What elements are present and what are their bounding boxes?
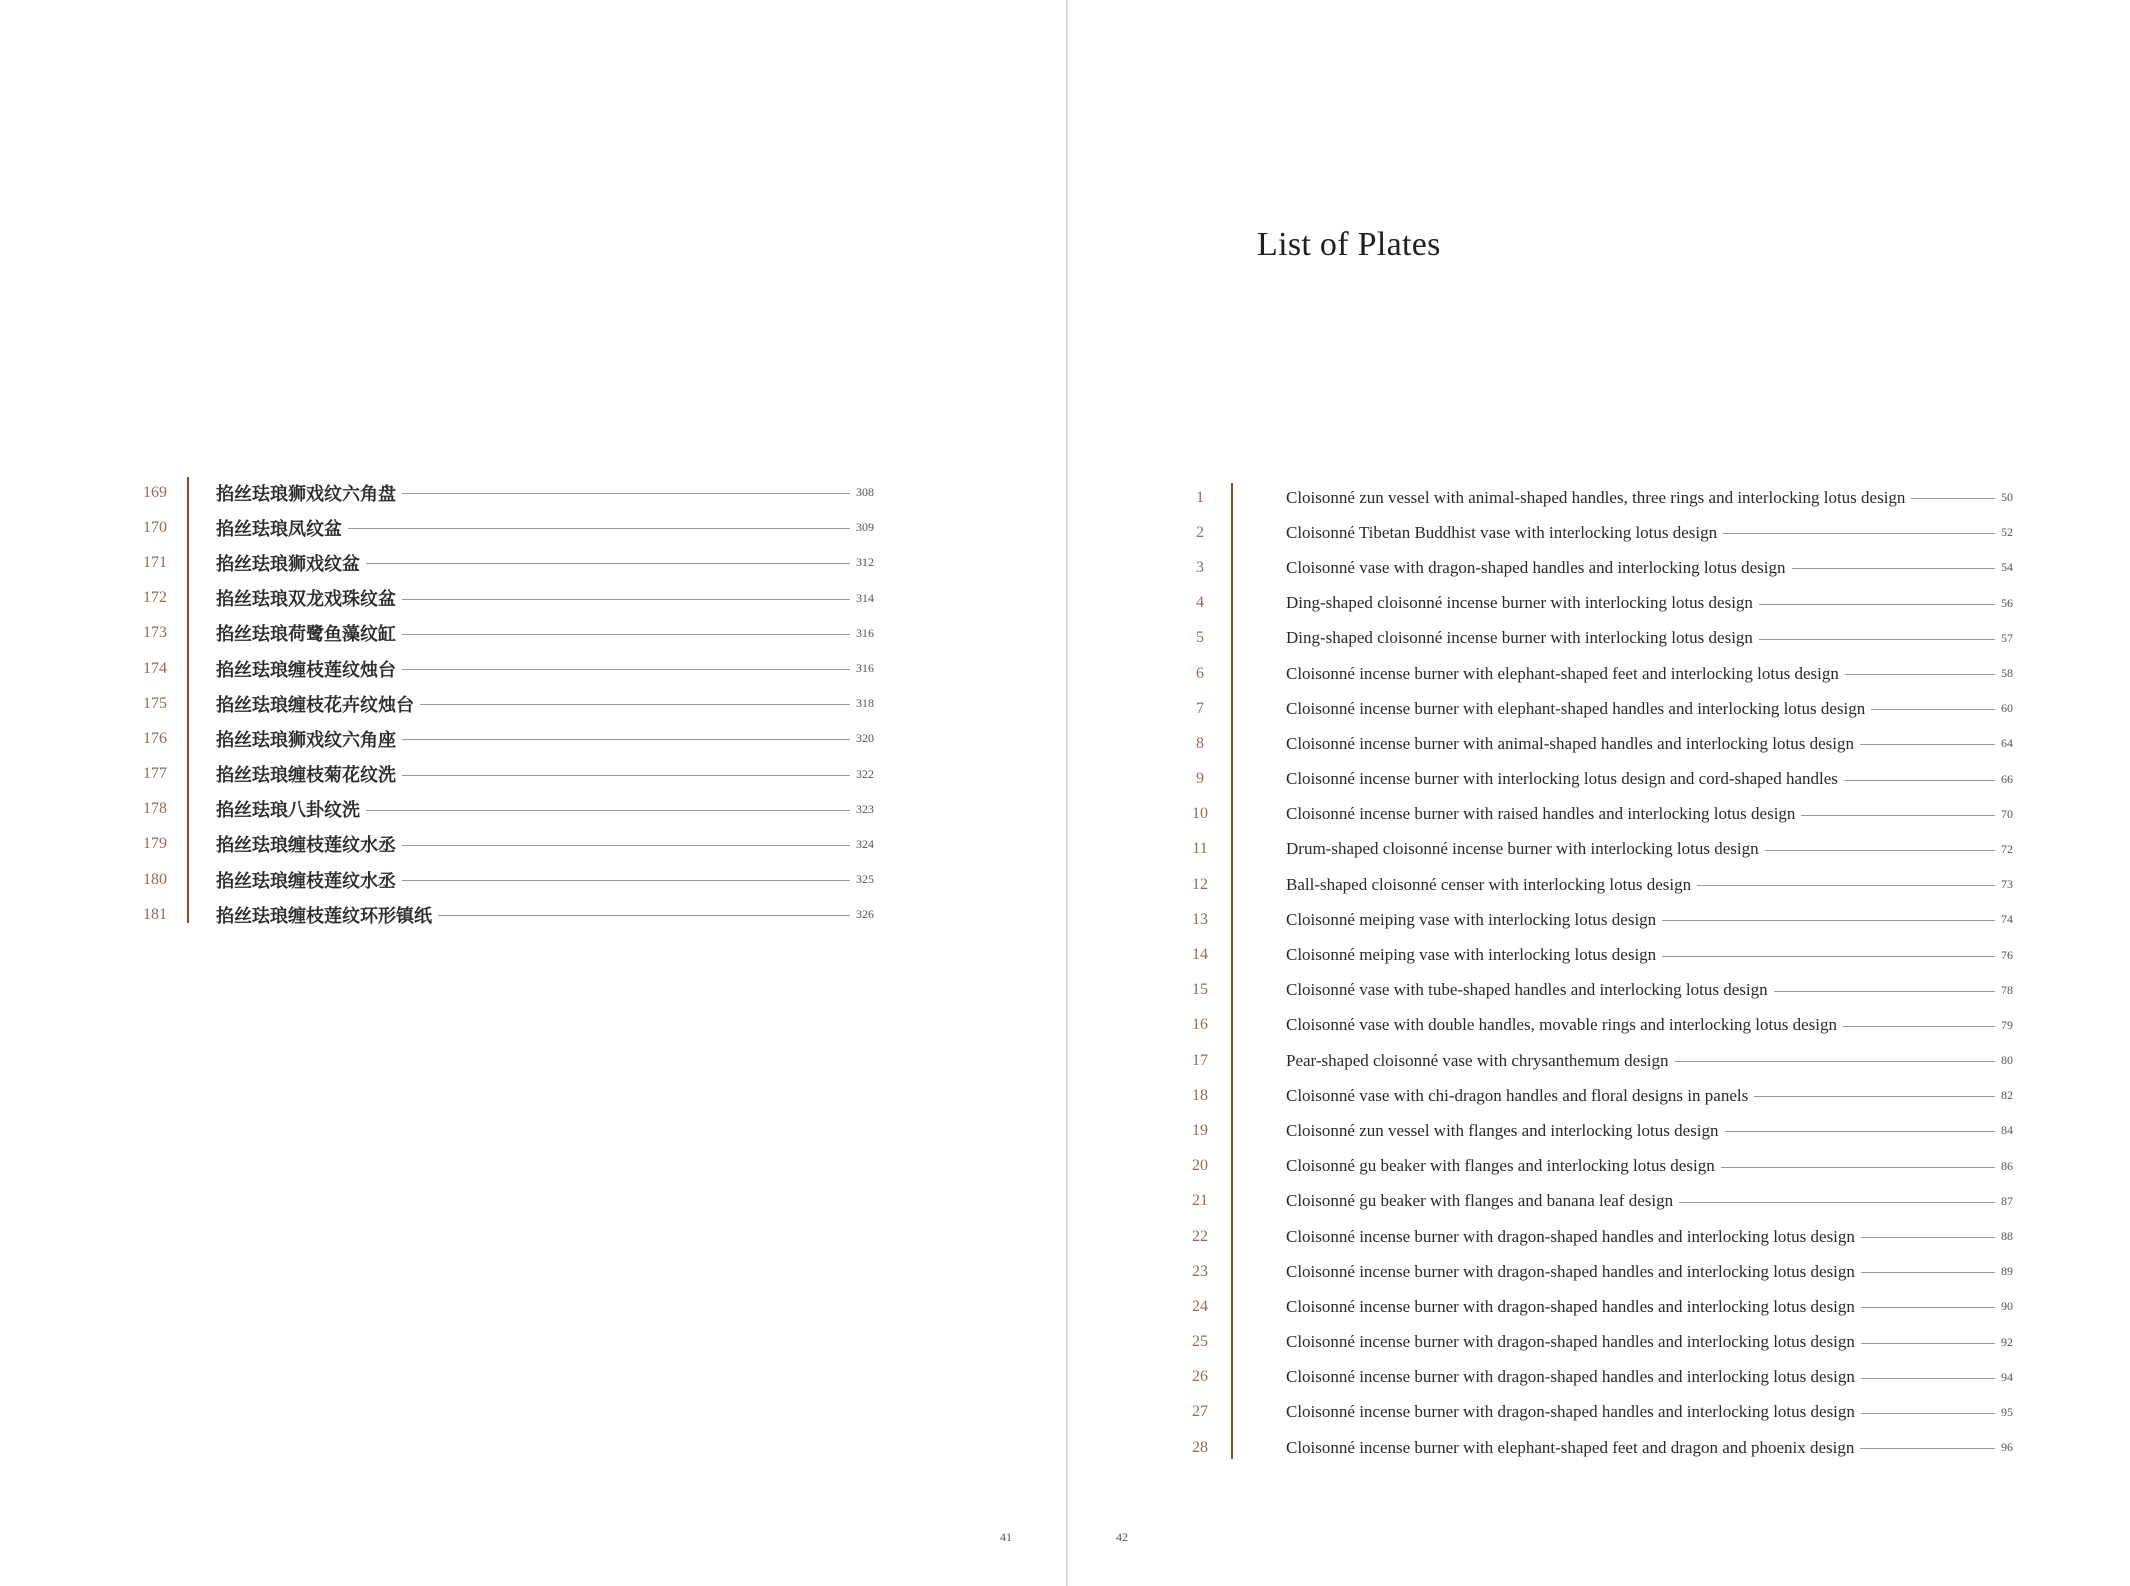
plate-title: 掐丝珐琅缠枝花卉纹烛台: [216, 694, 414, 716]
plate-entry: [1185, 1219, 2025, 1254]
leader-line: [366, 810, 850, 811]
plate-number: 1: [1196, 488, 1204, 506]
plate-entry: [1185, 832, 2025, 867]
leader-line: [402, 775, 850, 776]
leader-line: [1861, 1343, 1995, 1344]
leader-line: [1860, 1448, 1995, 1449]
plate-entry: [1185, 586, 2025, 621]
left-plate-list: [140, 475, 880, 932]
leader-line: [1844, 780, 1995, 781]
page-number: 318: [856, 696, 874, 711]
plate-number: 6: [1196, 664, 1204, 682]
plate-number: 11: [1192, 840, 1208, 858]
leader-line: [438, 915, 850, 916]
page-number: 57: [2001, 630, 2013, 645]
page-number: 320: [856, 731, 874, 746]
leader-line: [402, 634, 850, 635]
plate-number: 28: [1192, 1438, 1208, 1456]
plate-title: Cloisonné incense burner with raised handles and interlocking lotus design: [1286, 804, 1796, 824]
plate-entry: [1185, 691, 2025, 726]
leader-line: [402, 880, 850, 881]
plate-number: 3: [1196, 558, 1204, 576]
plate-entry: [1185, 656, 2025, 691]
page-number: 70: [2001, 806, 2013, 821]
plate-title: Cloisonné zun vessel with animal-shaped handles, three rings and interlocking lotus design: [1286, 487, 1906, 507]
leader-line: [1759, 604, 1995, 605]
plate-number: 169: [143, 483, 167, 501]
plate-title: 掐丝珐琅凤纹盆: [216, 518, 342, 540]
plate-title: Cloisonné incense burner with elephant-shaped feet and dragon and phoenix design: [1286, 1437, 1855, 1457]
plate-number: 8: [1196, 734, 1204, 752]
plate-entry: [140, 475, 880, 510]
page-number: 322: [856, 766, 874, 781]
page-number: 95: [2001, 1404, 2013, 1419]
plate-entry: [1185, 1289, 2025, 1324]
plate-title: Cloisonné zun vessel with flanges and interlocking lotus design: [1286, 1120, 1719, 1140]
plate-number: 172: [143, 589, 167, 607]
page-number: 50: [2001, 490, 2013, 505]
page-number: 92: [2001, 1334, 2013, 1349]
plate-title: Cloisonné incense burner with dragon-shaped handles and interlocking lotus design: [1286, 1367, 1855, 1387]
leader-line: [366, 563, 850, 564]
plate-number: 17: [1192, 1051, 1208, 1069]
leader-line: [1723, 533, 1995, 534]
plate-entry: [1185, 550, 2025, 585]
leader-line: [1759, 639, 1995, 640]
leader-line: [348, 528, 850, 529]
plate-title: 掐丝珐琅缠枝菊花纹洗: [216, 765, 396, 787]
page-number: 52: [2001, 525, 2013, 540]
plate-number: 18: [1192, 1086, 1208, 1104]
plate-number: 22: [1192, 1227, 1208, 1245]
plate-title: Cloisonné incense burner with interlocking lotus design and cord-shaped handles: [1286, 769, 1838, 789]
plate-title: Cloisonné meiping vase with interlocking lotus design: [1286, 909, 1657, 929]
right-plate-list: [1185, 480, 2025, 1465]
plate-title: 掐丝珐琅缠枝莲纹水丞: [216, 835, 396, 857]
plate-entry: [140, 651, 880, 686]
leader-line: [1801, 815, 1995, 816]
page-number: 326: [856, 907, 874, 922]
plate-title: Ball-shaped cloisonné censer with interlocking lotus design: [1286, 874, 1692, 894]
leader-line: [1911, 498, 1995, 499]
plate-entry: [140, 827, 880, 862]
leader-line: [1754, 1096, 1995, 1097]
plate-title: Cloisonné incense burner with dragon-shaped handles and interlocking lotus design: [1286, 1332, 1855, 1352]
plate-title: Drum-shaped cloisonné incense burner with interlocking lotus design: [1286, 839, 1759, 859]
page-number: 64: [2001, 736, 2013, 751]
plate-number: 14: [1192, 946, 1208, 964]
plate-entry: [1185, 1043, 2025, 1078]
plate-number: 12: [1192, 875, 1208, 893]
page-number: 60: [2001, 701, 2013, 716]
plate-number: 171: [143, 553, 167, 571]
leader-line: [1861, 1413, 1995, 1414]
page-number: 84: [2001, 1123, 2013, 1138]
page-number: 96: [2001, 1440, 2013, 1455]
plate-number: 2: [1196, 523, 1204, 541]
plate-entry: [140, 862, 880, 897]
plate-title: Cloisonné incense burner with animal-shaped handles and interlocking lotus design: [1286, 733, 1854, 753]
plate-title: 掐丝珐琅八卦纹洗: [216, 800, 360, 822]
plate-number: 5: [1196, 629, 1204, 647]
plate-title: Cloisonné gu beaker with flanges and banana leaf design: [1286, 1191, 1674, 1211]
plate-number: 24: [1192, 1297, 1208, 1315]
leader-line: [402, 739, 850, 740]
leader-line: [1662, 920, 1995, 921]
plate-entry: [140, 721, 880, 756]
plate-entry: [1185, 1078, 2025, 1113]
plate-title: Cloisonné incense burner with dragon-shaped handles and interlocking lotus design: [1286, 1296, 1855, 1316]
page-number: 80: [2001, 1053, 2013, 1068]
plate-number: 9: [1196, 770, 1204, 788]
plate-number: 4: [1196, 594, 1204, 612]
page-number: 94: [2001, 1369, 2013, 1384]
page-number: 308: [856, 485, 874, 500]
page-number: 89: [2001, 1264, 2013, 1279]
plate-number: 16: [1192, 1016, 1208, 1034]
plate-number: 181: [143, 905, 167, 923]
plate-title: 掐丝珐琅缠枝莲纹烛台: [216, 659, 396, 681]
plate-entry: [140, 616, 880, 651]
page-number: 86: [2001, 1158, 2013, 1173]
leader-line: [1679, 1202, 1995, 1203]
plate-title: Cloisonné incense burner with elephant-shaped feet and interlocking lotus design: [1286, 663, 1839, 683]
plate-entry: [1185, 797, 2025, 832]
page-number: 325: [856, 872, 874, 887]
page-number: 73: [2001, 877, 2013, 892]
plate-title: Cloisonné vase with tube-shaped handles and interlocking lotus design: [1286, 980, 1768, 1000]
leader-line: [1774, 991, 1995, 992]
plate-number: 173: [143, 624, 167, 642]
plate-number: 15: [1192, 981, 1208, 999]
plate-entry: [140, 686, 880, 721]
page-number: 56: [2001, 595, 2013, 610]
plate-number: 25: [1192, 1333, 1208, 1351]
plate-entry: [1185, 1113, 2025, 1148]
leader-line: [1860, 744, 1995, 745]
leader-line: [402, 669, 850, 670]
plate-title: Pear-shaped cloisonné vase with chrysanthemum design: [1286, 1050, 1669, 1070]
plate-number: 13: [1192, 910, 1208, 928]
page-number: 88: [2001, 1229, 2013, 1244]
plate-entry: [140, 581, 880, 616]
plate-entry: [1185, 1254, 2025, 1289]
plate-entry: [1185, 1360, 2025, 1395]
plate-title: Cloisonné gu beaker with flanges and interlocking lotus design: [1286, 1156, 1715, 1176]
leader-line: [1725, 1131, 1996, 1132]
leader-line: [1845, 674, 1995, 675]
page-number: 316: [856, 625, 874, 640]
page-number: 66: [2001, 771, 2013, 786]
page-number: 54: [2001, 560, 2013, 575]
plate-title: Cloisonné incense burner with elephant-shaped handles and interlocking lotus design: [1286, 698, 1866, 718]
plate-number: 175: [143, 694, 167, 712]
plate-title: 掐丝珐琅缠枝莲纹水丞: [216, 870, 396, 892]
leader-line: [1675, 1061, 1995, 1062]
plate-entry: [1185, 937, 2025, 972]
leader-line: [1792, 568, 1995, 569]
plate-entry: [140, 792, 880, 827]
plate-number: 7: [1196, 699, 1204, 717]
page-number: 76: [2001, 947, 2013, 962]
plate-number: 177: [143, 765, 167, 783]
leader-line: [1861, 1237, 1995, 1238]
leader-line: [420, 704, 850, 705]
leader-line: [1843, 1026, 1995, 1027]
leader-line: [1721, 1167, 1995, 1168]
plate-title: Cloisonné incense burner with dragon-shaped handles and interlocking lotus design: [1286, 1402, 1855, 1422]
plate-entry: [1185, 480, 2025, 515]
leader-line: [1861, 1378, 1995, 1379]
plate-title: Cloisonné incense burner with dragon-shaped handles and interlocking lotus design: [1286, 1261, 1855, 1281]
leader-line: [1871, 709, 1995, 710]
folio-right: 42: [1116, 1530, 1128, 1544]
plate-entry: [140, 545, 880, 580]
plate-entry: [1185, 1184, 2025, 1219]
page-number: 74: [2001, 912, 2013, 927]
leader-line: [1861, 1307, 1995, 1308]
plate-entry: [1185, 902, 2025, 937]
plate-entry: [1185, 1395, 2025, 1430]
leader-line: [1662, 956, 1995, 957]
plate-title: 掐丝珐琅缠枝莲纹环形镇纸: [216, 905, 432, 927]
leader-line: [402, 493, 850, 494]
plate-title: Cloisonné Tibetan Buddhist vase with interlocking lotus design: [1286, 522, 1718, 542]
plate-number: 170: [143, 518, 167, 536]
plate-title: Cloisonné meiping vase with interlocking lotus design: [1286, 945, 1657, 965]
plate-title: Cloisonné vase with chi-dragon handles and floral designs in panels: [1286, 1085, 1749, 1105]
plate-number: 10: [1192, 805, 1208, 823]
leader-line: [1861, 1272, 1995, 1273]
plate-number: 178: [143, 800, 167, 818]
page-number: 309: [856, 520, 874, 535]
plate-title: 掐丝珐琅荷鹭鱼藻纹缸: [216, 624, 396, 646]
plate-number: 20: [1192, 1157, 1208, 1175]
page-number: 82: [2001, 1088, 2013, 1103]
plate-entry: [140, 510, 880, 545]
plate-entry: [1185, 1008, 2025, 1043]
page-title: List of Plates: [1257, 226, 1441, 263]
plate-title: Ding-shaped cloisonné incense burner with interlocking lotus design: [1286, 593, 1753, 613]
leader-line: [1697, 885, 1995, 886]
plate-number: 23: [1192, 1262, 1208, 1280]
plate-entry: [140, 757, 880, 792]
page-number: 79: [2001, 1017, 2013, 1032]
leader-line: [402, 845, 850, 846]
plate-entry: [1185, 762, 2025, 797]
page-number: 78: [2001, 982, 2013, 997]
plate-entry: [140, 897, 880, 932]
page-number: 314: [856, 590, 874, 605]
plate-title: Ding-shaped cloisonné incense burner with interlocking lotus design: [1286, 628, 1753, 648]
page-number: 324: [856, 836, 874, 851]
plate-entry: [1185, 1325, 2025, 1360]
plate-title: Cloisonné vase with double handles, movable rings and interlocking lotus design: [1286, 1015, 1837, 1035]
plate-number: 21: [1192, 1192, 1208, 1210]
plate-number: 174: [143, 659, 167, 677]
plate-entry: [1185, 621, 2025, 656]
page-number: 58: [2001, 666, 2013, 681]
page-number: 312: [856, 555, 874, 570]
plate-number: 179: [143, 835, 167, 853]
page-number: 90: [2001, 1299, 2013, 1314]
plate-title: 掐丝珐琅狮戏纹六角座: [216, 729, 396, 751]
plate-entry: [1185, 1430, 2025, 1465]
page-number: 316: [856, 661, 874, 676]
folio-left: 41: [1000, 1530, 1012, 1544]
plate-entry: [1185, 726, 2025, 761]
plate-number: 26: [1192, 1368, 1208, 1386]
plate-title: 掐丝珐琅双龙戏珠纹盆: [216, 589, 396, 611]
plate-title: Cloisonné incense burner with dragon-shaped handles and interlocking lotus design: [1286, 1226, 1855, 1246]
leader-line: [1765, 850, 1995, 851]
plate-number: 27: [1192, 1403, 1208, 1421]
page-number: 323: [856, 801, 874, 816]
plate-number: 180: [143, 870, 167, 888]
page-number: 87: [2001, 1193, 2013, 1208]
plate-title: Cloisonné vase with dragon-shaped handles and interlocking lotus design: [1286, 557, 1786, 577]
plate-entry: [1185, 515, 2025, 550]
plate-entry: [1185, 867, 2025, 902]
plate-title: 掐丝珐琅狮戏纹六角盘: [216, 483, 396, 505]
plate-number: 176: [143, 729, 167, 747]
plate-number: 19: [1192, 1121, 1208, 1139]
leader-line: [402, 599, 850, 600]
page-number: 72: [2001, 841, 2013, 856]
plate-title: 掐丝珐琅狮戏纹盆: [216, 553, 360, 575]
plate-entry: [1185, 1149, 2025, 1184]
plate-entry: [1185, 973, 2025, 1008]
